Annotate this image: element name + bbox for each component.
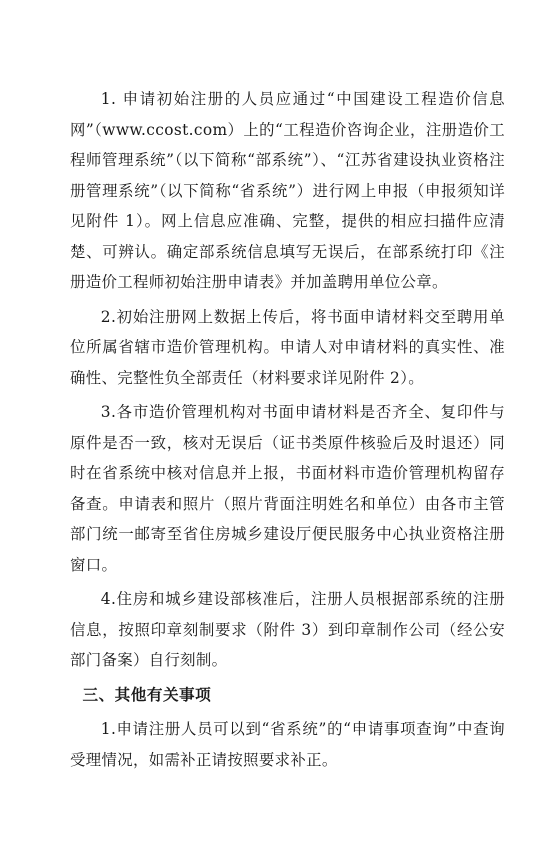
paragraph-seal-making: 4.住房和城乡建设部核准后，注册人员根据部系统的注册信息，按照印章刻制要求（附件 3）到印章制作公司（经公安部门备案）自行刻制。 [70, 590, 505, 669]
paragraph-review-materials: 3.各市造价管理机构对书面申请材料是否齐全、复印件与原件是否一致，核对无误后（证书类原件核验后及时退还）同时在省系统中核对信息并上报，书面材料市造价管理机构留存备查。申请表和照片（照片背面注明姓名和单位）由各市主管部门统一邮寄至省住房城乡建设厅便民服务中心执业资格注册窗口。 [70, 403, 505, 574]
paragraph-submit-materials: 2.初始注册网上数据上传后，将书面申请材料交至聘用单位所属省辖市造价管理机构。申请人对申请材料的真实性、准确性、完整性负全部责任（材料要求详见附件 2）。 [70, 307, 505, 387]
section-heading-other-matters: 三、其他有关事项 [82, 684, 212, 704]
paragraph-online-registration: 1. 申请初始注册的人员应通过“中国建设工程造价信息网”（www.ccost.com）上的“工程造价咨询企业，注册造价工程师管理系统”（以下简称“部系统”）、“江苏省建设执业资格注册管理系统”（以下简称“省系统”）进行网上申报（申报须知详见附件 1）。网上信息应准确、完整，提供的相应扫描件应清楚、可辨认。确定部系统信息填写无误后，在部系统打印《注册造价工程师初始注册申请表》并加盖聘用单位公章。 [70, 90, 505, 291]
paragraph-status-inquiry: 1.申请注册人员可以到“省系统”的“申请事项查询”中查询受理情况，如需补正请按照要求补正。 [70, 720, 505, 769]
